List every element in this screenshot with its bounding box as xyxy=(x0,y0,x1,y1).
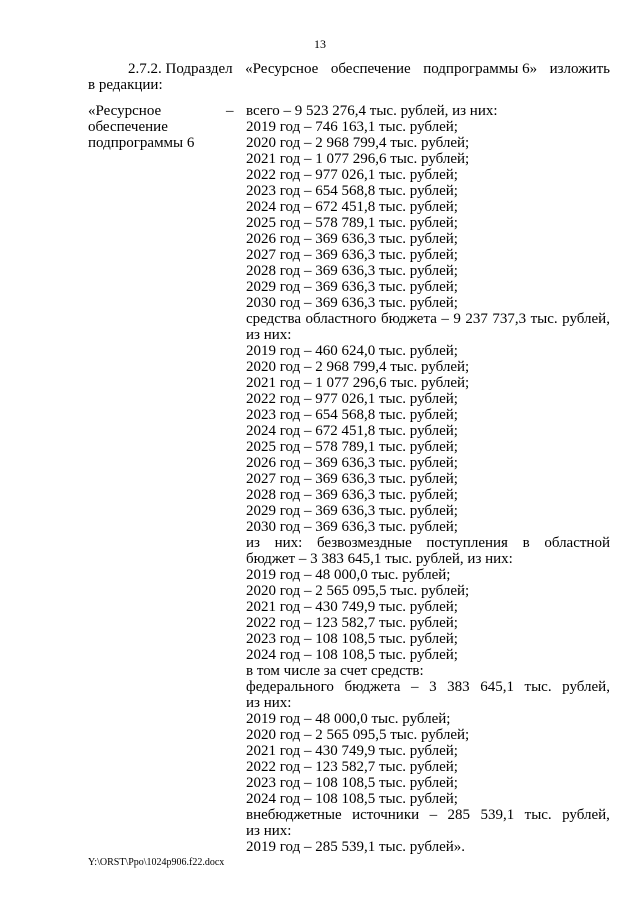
funding-word: бюджета xyxy=(380,311,437,327)
funding-word: 737,3 xyxy=(492,311,527,327)
funding-word: тыс. xyxy=(524,807,552,823)
label-dash: – xyxy=(226,103,234,119)
funding-word: них: xyxy=(274,535,303,551)
funding-line: в том числе за счет средств: xyxy=(246,663,424,679)
funding-word: – xyxy=(429,807,438,823)
funding-word: 285 xyxy=(447,807,471,823)
funding-line xyxy=(246,535,610,551)
funding-line: 2023 год – 654 568,8 тыс. рублей; xyxy=(246,407,458,423)
funding-line: 2022 год – 977 026,1 тыс. рублей; xyxy=(246,391,458,407)
funding-word: 3 xyxy=(429,679,437,695)
funding-line: 2028 год – 369 636,3 тыс. рублей; xyxy=(246,263,458,279)
funding-word: областной xyxy=(544,535,610,551)
funding-word: тыс. xyxy=(530,311,558,327)
funding-line: 2024 год – 108 108,5 тыс. рублей; xyxy=(246,647,458,663)
funding-line: 2019 год – 48 000,0 тыс. рублей; xyxy=(246,711,451,727)
funding-word: рублей, xyxy=(562,311,610,327)
funding-line: 2029 год – 369 636,3 тыс. рублей; xyxy=(246,503,458,519)
funding-line: 2021 год – 430 749,9 тыс. рублей; xyxy=(246,743,458,759)
section-label-line: «Ресурсное xyxy=(88,103,162,119)
funding-line: 2023 год – 108 108,5 тыс. рублей; xyxy=(246,631,458,647)
funding-line: бюджет – 3 383 645,1 тыс. рублей, из них: xyxy=(246,551,513,567)
funding-line: всего – 9 523 276,4 тыс. рублей, из них: xyxy=(246,103,498,119)
intro-paragraph xyxy=(88,61,610,93)
funding-word: из xyxy=(246,535,260,551)
funding-line: 2022 год – 977 026,1 тыс. рублей; xyxy=(246,167,458,183)
funding-word: безвозмездные xyxy=(316,535,412,551)
funding-line: 2021 год – 1 077 296,6 тыс. рублей; xyxy=(246,375,470,391)
funding-line: 2023 год – 654 568,8 тыс. рублей; xyxy=(246,183,458,199)
funding-word: бюджета xyxy=(344,679,401,695)
funding-line: 2027 год – 369 636,3 тыс. рублей; xyxy=(246,247,458,263)
funding-line: 2024 год – 672 451,8 тыс. рублей; xyxy=(246,423,458,439)
funding-line: 2020 год – 2 968 799,4 тыс. рублей; xyxy=(246,359,470,375)
funding-line: 2025 год – 578 789,1 тыс. рублей; xyxy=(246,439,458,455)
funding-line xyxy=(246,679,610,695)
funding-line: 2019 год – 48 000,0 тыс. рублей; xyxy=(246,567,451,583)
funding-word: областного xyxy=(305,311,377,327)
funding-word: 645,1 xyxy=(480,679,514,695)
funding-line: из них: xyxy=(246,695,292,711)
funding-line: 2028 год – 369 636,3 тыс. рублей; xyxy=(246,487,458,503)
funding-line: 2030 год – 369 636,3 тыс. рублей; xyxy=(246,519,458,535)
funding-word: рублей, xyxy=(562,679,610,695)
funding-word: тыс. xyxy=(524,679,552,695)
funding-line: 2020 год – 2 565 095,5 тыс. рублей; xyxy=(246,583,470,599)
funding-word: в xyxy=(522,535,530,551)
section-label-line: подпрограммы 6 xyxy=(88,135,195,151)
funding-line xyxy=(246,311,610,327)
section-label-line: обеспечение xyxy=(88,119,168,135)
funding-line xyxy=(246,807,610,823)
funding-line: 2027 год – 369 636,3 тыс. рублей; xyxy=(246,471,458,487)
funding-line: 2021 год – 430 749,9 тыс. рублей; xyxy=(246,599,458,615)
funding-text xyxy=(246,103,610,855)
funding-line: 2029 год – 369 636,3 тыс. рублей; xyxy=(246,279,458,295)
funding-line: 2025 год – 578 789,1 тыс. рублей; xyxy=(246,215,458,231)
funding-line: 2023 год – 108 108,5 тыс. рублей; xyxy=(246,775,458,791)
funding-line: 2019 год – 285 539,1 тыс. рублей». xyxy=(246,839,466,855)
intro-word: «Ресурсное xyxy=(245,61,319,77)
section-label xyxy=(88,103,218,151)
funding-line: 2020 год – 2 968 799,4 тыс. рублей; xyxy=(246,135,470,151)
intro-line-1 xyxy=(88,61,610,77)
funding-word: федерального xyxy=(246,679,334,695)
funding-line: 2020 год – 2 565 095,5 тыс. рублей; xyxy=(246,727,470,743)
funding-line: 2022 год – 123 582,7 тыс. рублей; xyxy=(246,759,458,775)
funding-word: внебюджетные xyxy=(246,807,342,823)
funding-line: из них: xyxy=(246,823,292,839)
funding-word: 539,1 xyxy=(480,807,515,823)
file-path-footer: Y:\ORST\Ppo\1024p906.f22.docx xyxy=(88,857,225,868)
intro-line-2: в редакции: xyxy=(88,77,163,93)
intro-word: изложить xyxy=(549,61,610,77)
funding-line: 2026 год – 369 636,3 тыс. рублей; xyxy=(246,455,458,471)
funding-word: источники xyxy=(352,807,420,823)
funding-line: 2030 год – 369 636,3 тыс. рублей; xyxy=(246,295,458,311)
intro-word: 2.7.2. Подраздел xyxy=(128,61,233,77)
funding-word: 9 xyxy=(453,311,461,327)
funding-word: 237 xyxy=(465,311,488,327)
funding-line: 2026 год – 369 636,3 тыс. рублей; xyxy=(246,231,458,247)
funding-word: поступления xyxy=(426,535,508,551)
funding-word: – xyxy=(441,311,449,327)
funding-line: 2021 год – 1 077 296,6 тыс. рублей; xyxy=(246,151,470,167)
funding-line: 2024 год – 108 108,5 тыс. рублей; xyxy=(246,791,458,807)
funding-line: 2019 год – 460 624,0 тыс. рублей; xyxy=(246,343,458,359)
intro-word: обеспечение xyxy=(330,61,411,77)
funding-line: 2019 год – 746 163,1 тыс. рублей; xyxy=(246,119,458,135)
funding-line: из них: xyxy=(246,327,292,343)
funding-word: средства xyxy=(246,311,302,327)
funding-word: 383 xyxy=(447,679,470,695)
intro-word: подпрограммы 6» xyxy=(423,61,538,77)
page-number: 13 xyxy=(314,37,326,51)
funding-word: – xyxy=(410,679,419,695)
funding-word: рублей, xyxy=(562,807,610,823)
funding-line: 2022 год – 123 582,7 тыс. рублей; xyxy=(246,615,458,631)
funding-line: 2024 год – 672 451,8 тыс. рублей; xyxy=(246,199,458,215)
